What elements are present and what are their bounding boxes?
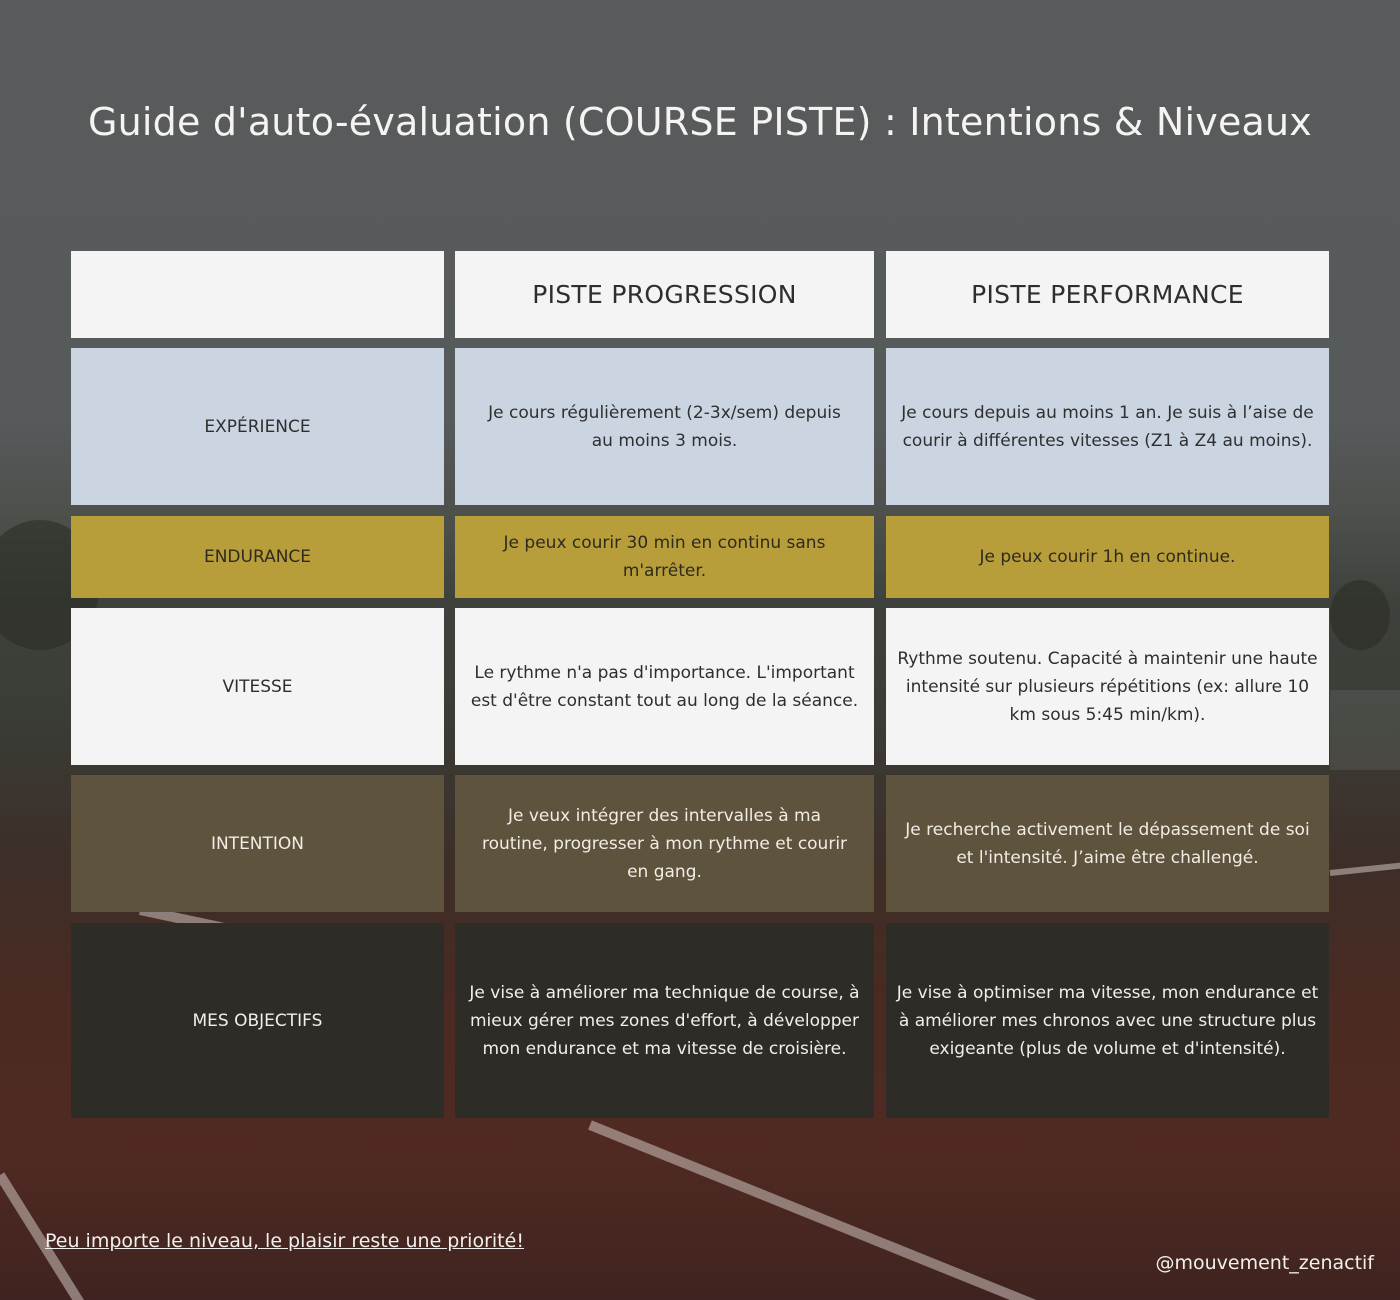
row-label-endurance: ENDURANCE: [71, 516, 444, 598]
row-label-experience: EXPÉRIENCE: [71, 348, 444, 505]
vitesse-performance-cell: Rythme soutenu. Capacité à maintenir une haute intensité sur plusieurs répétitions (ex: allure 10 km sous 5:45 min/km).: [886, 608, 1329, 765]
footer-note-link[interactable]: Peu importe le niveau, le plaisir reste une priorité!: [45, 1230, 524, 1252]
endurance-progression-cell: Je peux courir 30 min en continu sans m'arrêter.: [455, 516, 874, 598]
vitesse-progression-cell: Le rythme n'a pas d'importance. L'important est d'être constant tout au long de la séance.: [455, 608, 874, 765]
row-label-vitesse: VITESSE: [71, 608, 444, 765]
row-label-intention: INTENTION: [71, 775, 444, 912]
header-empty-cell: [71, 251, 444, 338]
page-title: Guide d'auto-évaluation (COURSE PISTE) : Intentions & Niveaux: [87, 100, 1312, 144]
objectifs-progression-cell: Je vise à améliorer ma technique de course, à mieux gérer mes zones d'effort, à développer mon endurance et ma vitesse de croisière.: [455, 923, 874, 1118]
experience-performance-cell: Je cours depuis au moins 1 an. Je suis à l’aise de courir à différentes vitesses (Z1 à Z4 au moins).: [886, 348, 1329, 505]
header-piste-performance: PISTE PERFORMANCE: [886, 251, 1329, 338]
row-label-mes-objectifs: MES OBJECTIFS: [71, 923, 444, 1118]
intention-progression-cell: Je veux intégrer des intervalles à ma routine, progresser à mon rythme et courir en gang.: [455, 775, 874, 912]
intention-performance-cell: Je recherche activement le dépassement de soi et l'intensité. J’aime être challengé.: [886, 775, 1329, 912]
endurance-performance-cell: Je peux courir 1h en continue.: [886, 516, 1329, 598]
header-piste-progression: PISTE PROGRESSION: [455, 251, 874, 338]
objectifs-performance-cell: Je vise à optimiser ma vitesse, mon endurance et à améliorer mes chronos avec une structure plus exigeante (plus de volume et d'intensité).: [886, 923, 1329, 1118]
experience-progression-cell: Je cours régulièrement (2-3x/sem) depuis au moins 3 mois.: [455, 348, 874, 505]
social-handle: @mouvement_zenactif: [1155, 1252, 1374, 1274]
